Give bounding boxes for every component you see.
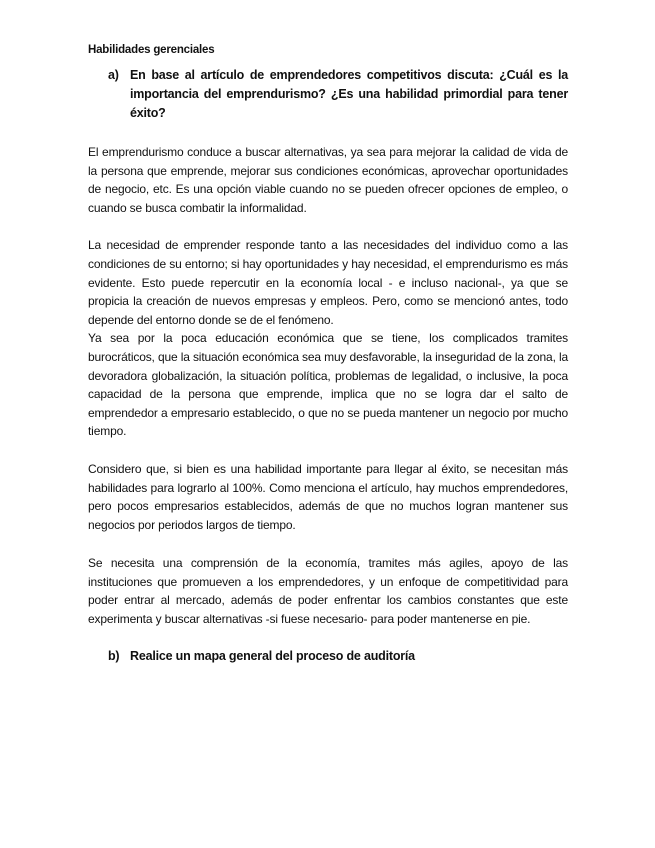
question-a-label: a)	[108, 68, 119, 82]
question-a-text: En base al artículo de emprendedores competitivos discuta: ¿Cuál es la importancia del emprendurismo? ¿Es una habilidad primordial para tener éxito?	[130, 68, 568, 120]
paragraph-2: La necesidad de emprender responde tanto a las necesidades del individuo como a las condiciones de su entorno; si hay oportunidades y hay necesidad, el emprendurismo es más evidente. Esto puede repercutir en la economía local - e incluso nacional-, ya que se propicia la creación de nuevos empresas y empleos. Pero, como se mencionó antes, todo depende del entorno donde se de el fenómeno.	[88, 238, 568, 327]
paragraph-4: Considero que, si bien es una habilidad importante para llegar al éxito, se necesitan más habilidades para lograrlo al 100%. Como menciona el artículo, hay muchos emprendedores, pero pocos empresarios establecidos, además de que no muchos logran mantener sus negocios por periodos largos de tiempo.	[88, 461, 568, 532]
question-b-text: Realice un mapa general del proceso de auditoría	[130, 648, 415, 663]
paragraph-5: Se necesita una comprensión de la economía, tramites más agiles, apoyo de las instituciones que promueven a los emprendedores, y un enfoque de competitividad para poder entrar al mercado, además de poder enfrentar los cambios constantes que este experimenta y buscar alternativas -si fuese necesario- para poder mantenerse en pie.	[88, 556, 568, 627]
document-page	[88, 44, 568, 686]
question-b-label: b)	[108, 648, 120, 663]
paragraph-3: Ya sea por la poca educación económica que se tiene, los complicados tramites burocráticos, que la situación económica sea muy desfavorable, la inseguridad de la zona, la devoradora globalización, la situación política, problemas de legalidad, o inclusive, la poca capacidad de la persona que emprende, implica que no se logra dar el salto de emprendedor a empresario establecido, o que no se pueda mantener un negocio por mucho tiempo.	[88, 331, 568, 439]
question-a	[88, 66, 568, 123]
paragraph-1: El emprendurismo conduce a buscar alternativas, ya sea para mejorar la calidad de vida de la persona que emprende, mejorar sus condiciones económicas, aprovechar oportunidades de negocio, etc. Es una opción viable cuando no se pueden ofrecer opciones de empleo, o cuando se busca combatir la informalidad.	[88, 145, 568, 215]
document-title: Habilidades gerenciales	[88, 44, 215, 56]
question-b	[88, 647, 568, 666]
